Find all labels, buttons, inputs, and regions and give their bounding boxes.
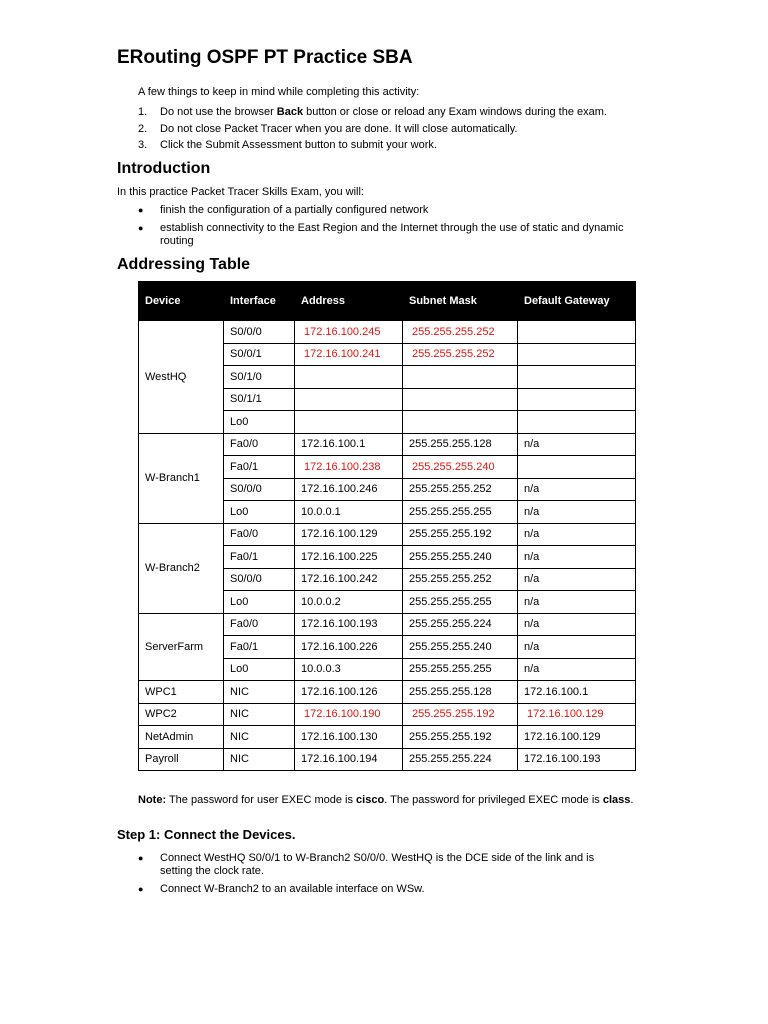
list-item: ● Connect W-Branch2 to an available interface on WSw. bbox=[138, 883, 425, 895]
col-header-default-gateway: Default Gateway bbox=[518, 282, 636, 321]
cell-device: W-Branch2 bbox=[139, 523, 224, 613]
cell-default-gateway: n/a bbox=[518, 613, 636, 636]
cell-default-gateway: 172.16.100.1 bbox=[518, 681, 636, 704]
cell-default-gateway: n/a bbox=[518, 523, 636, 546]
cell-device: W-Branch1 bbox=[139, 433, 224, 523]
cell-address: 172.16.100.241 bbox=[295, 343, 403, 366]
cell-default-gateway: 172.16.100.129 bbox=[518, 726, 636, 749]
table-row bbox=[139, 703, 636, 726]
addressing-heading: Addressing Table bbox=[117, 256, 251, 273]
table-header-row bbox=[139, 282, 636, 321]
cell-address bbox=[295, 388, 403, 411]
col-header-interface: Interface bbox=[224, 282, 295, 321]
cell-subnet-mask: 255.255.255.252 bbox=[403, 343, 518, 366]
cell-subnet-mask: 255.255.255.240 bbox=[403, 546, 518, 569]
cell-default-gateway: n/a bbox=[518, 658, 636, 681]
cell-address: 172.16.100.242 bbox=[295, 568, 403, 591]
cell-subnet-mask: 255.255.255.224 bbox=[403, 613, 518, 636]
cell-default-gateway: n/a bbox=[518, 433, 636, 456]
cell-address: 172.16.100.193 bbox=[295, 613, 403, 636]
cell-interface: S0/1/1 bbox=[224, 388, 295, 411]
cell-subnet-mask bbox=[403, 388, 518, 411]
cell-interface: Fa0/1 bbox=[224, 456, 295, 479]
cell-default-gateway: n/a bbox=[518, 501, 636, 524]
cell-address: 172.16.100.245 bbox=[295, 321, 403, 344]
cell-default-gateway bbox=[518, 321, 636, 344]
cell-subnet-mask: 255.255.255.128 bbox=[403, 433, 518, 456]
cell-address: 10.0.0.2 bbox=[295, 591, 403, 614]
cell-interface: Lo0 bbox=[224, 591, 295, 614]
page-title: ERouting OSPF PT Practice SBA bbox=[117, 47, 413, 68]
cell-interface: Fa0/1 bbox=[224, 636, 295, 659]
cell-default-gateway: n/a bbox=[518, 478, 636, 501]
cell-default-gateway: n/a bbox=[518, 636, 636, 659]
cell-address bbox=[295, 366, 403, 389]
cell-interface: Lo0 bbox=[224, 411, 295, 434]
cell-default-gateway bbox=[518, 456, 636, 479]
cell-subnet-mask bbox=[403, 366, 518, 389]
cell-interface: S0/1/0 bbox=[224, 366, 295, 389]
cell-device: ServerFarm bbox=[139, 613, 224, 681]
table-row bbox=[139, 681, 636, 704]
cell-subnet-mask: 255.255.255.252 bbox=[403, 568, 518, 591]
cell-subnet-mask: 255.255.255.252 bbox=[403, 321, 518, 344]
cell-address: 172.16.100.225 bbox=[295, 546, 403, 569]
instructions-list bbox=[138, 105, 607, 155]
cell-default-gateway: n/a bbox=[518, 591, 636, 614]
cell-interface: Lo0 bbox=[224, 501, 295, 524]
cell-device: WPC2 bbox=[139, 703, 224, 726]
cell-subnet-mask: 255.255.255.240 bbox=[403, 456, 518, 479]
table-row bbox=[139, 613, 636, 636]
cell-device: NetAdmin bbox=[139, 726, 224, 749]
cell-interface: NIC bbox=[224, 726, 295, 749]
cell-interface: Fa0/0 bbox=[224, 613, 295, 636]
addressing-table bbox=[138, 281, 636, 771]
cell-default-gateway: n/a bbox=[518, 568, 636, 591]
cell-interface: S0/0/0 bbox=[224, 478, 295, 501]
cell-subnet-mask: 255.255.255.255 bbox=[403, 591, 518, 614]
cell-address: 172.16.100.190 bbox=[295, 703, 403, 726]
cell-device: Payroll bbox=[139, 748, 224, 771]
cell-address: 172.16.100.126 bbox=[295, 681, 403, 704]
cell-address bbox=[295, 411, 403, 434]
cell-subnet-mask: 255.255.255.128 bbox=[403, 681, 518, 704]
cell-subnet-mask: 255.255.255.240 bbox=[403, 636, 518, 659]
cell-default-gateway: n/a bbox=[518, 546, 636, 569]
introduction-heading: Introduction bbox=[117, 160, 211, 177]
cell-subnet-mask: 255.255.255.252 bbox=[403, 478, 518, 501]
list-item: ● finish the configuration of a partially configured network bbox=[138, 204, 429, 216]
col-header-device: Device bbox=[139, 282, 224, 321]
list-item: 3. Click the Submit Assessment button to submit your work. bbox=[138, 139, 437, 151]
cell-address: 172.16.100.194 bbox=[295, 748, 403, 771]
cell-default-gateway bbox=[518, 411, 636, 434]
table-row bbox=[139, 748, 636, 771]
cell-address: 172.16.100.226 bbox=[295, 636, 403, 659]
cell-interface: S0/0/1 bbox=[224, 343, 295, 366]
cell-default-gateway bbox=[518, 343, 636, 366]
cell-interface: S0/0/0 bbox=[224, 568, 295, 591]
cell-subnet-mask bbox=[403, 411, 518, 434]
list-item: ● Connect WestHQ S0/0/1 to W-Branch2 S0/0/0. WestHQ is the DCE side of the link and is setting the clock rate. bbox=[138, 852, 595, 877]
cell-subnet-mask: 255.255.255.255 bbox=[403, 658, 518, 681]
step1-heading: Step 1: Connect the Devices. bbox=[117, 827, 296, 842]
introduction-bullets bbox=[138, 204, 628, 253]
cell-address: 172.16.100.246 bbox=[295, 478, 403, 501]
table-row bbox=[139, 433, 636, 456]
cell-device: WPC1 bbox=[139, 681, 224, 704]
instructions-lead: A few things to keep in mind while completing this activity: bbox=[138, 86, 420, 98]
cell-subnet-mask: 255.255.255.192 bbox=[403, 726, 518, 749]
col-header-address: Address bbox=[295, 282, 403, 321]
addressing-table-body bbox=[139, 321, 636, 771]
cell-default-gateway bbox=[518, 388, 636, 411]
list-item: 2. Do not close Packet Tracer when you are done. It will close automatically. bbox=[138, 122, 518, 135]
cell-interface: Lo0 bbox=[224, 658, 295, 681]
table-row bbox=[139, 321, 636, 344]
cell-address: 172.16.100.129 bbox=[295, 523, 403, 546]
cell-default-gateway bbox=[518, 366, 636, 389]
password-note: Note: The password for user EXEC mode is cisco. The password for privileged EXEC mode is class. bbox=[138, 794, 634, 806]
table-row bbox=[139, 726, 636, 749]
cell-subnet-mask: 255.255.255.255 bbox=[403, 501, 518, 524]
step1-bullets bbox=[138, 852, 618, 901]
cell-interface: Fa0/0 bbox=[224, 433, 295, 456]
list-item: 1. Do not use the browser Back button or close or reload any Exam windows during the exam. bbox=[138, 106, 607, 118]
cell-address: 172.16.100.1 bbox=[295, 433, 403, 456]
cell-subnet-mask: 255.255.255.192 bbox=[403, 523, 518, 546]
cell-subnet-mask: 255.255.255.224 bbox=[403, 748, 518, 771]
list-item: ● establish connectivity to the East Region and the Internet through the use of static and dynamic routing bbox=[138, 222, 624, 247]
cell-interface: Fa0/1 bbox=[224, 546, 295, 569]
cell-address: 172.16.100.130 bbox=[295, 726, 403, 749]
cell-interface: NIC bbox=[224, 748, 295, 771]
cell-subnet-mask: 255.255.255.192 bbox=[403, 703, 518, 726]
col-header-subnet-mask: Subnet Mask bbox=[403, 282, 518, 321]
cell-interface: NIC bbox=[224, 703, 295, 726]
cell-address: 10.0.0.1 bbox=[295, 501, 403, 524]
cell-interface: NIC bbox=[224, 681, 295, 704]
cell-interface: S0/0/0 bbox=[224, 321, 295, 344]
introduction-lead: In this practice Packet Tracer Skills Exam, you will: bbox=[117, 186, 364, 198]
cell-address: 10.0.0.3 bbox=[295, 658, 403, 681]
cell-address: 172.16.100.238 bbox=[295, 456, 403, 479]
cell-interface: Fa0/0 bbox=[224, 523, 295, 546]
cell-device: WestHQ bbox=[139, 321, 224, 434]
cell-default-gateway: 172.16.100.193 bbox=[518, 748, 636, 771]
table-row bbox=[139, 523, 636, 546]
cell-default-gateway: 172.16.100.129 bbox=[518, 703, 636, 726]
